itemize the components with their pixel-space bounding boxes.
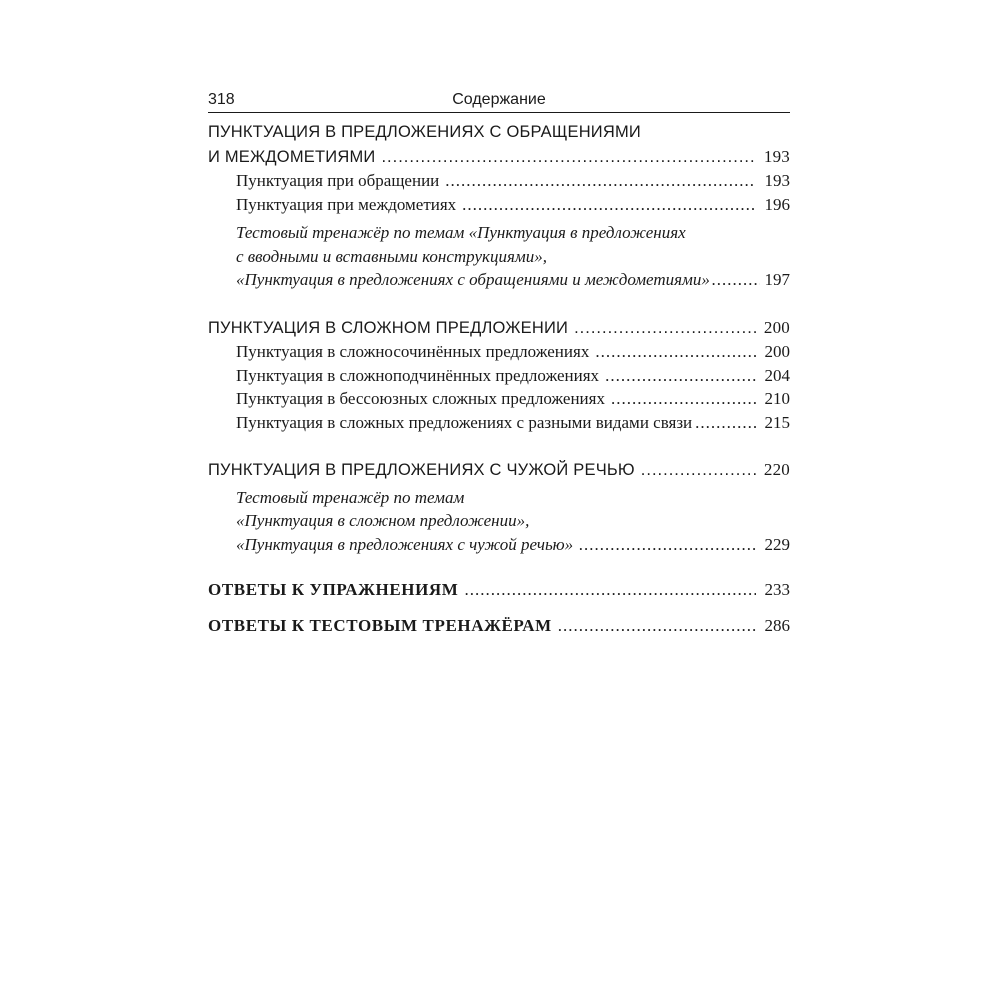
dot-leader	[595, 340, 756, 364]
toc-entry[interactable]	[208, 145, 790, 170]
toc-section-vocatives	[208, 121, 790, 292]
table-of-contents	[208, 121, 790, 637]
dot-leader	[445, 169, 756, 193]
entry-label: Пунктуация в сложных предложениях с разными видами связи	[236, 412, 693, 432]
book-page	[208, 88, 790, 637]
dot-leader	[579, 533, 756, 557]
section-title: ПУНКТУАЦИЯ В СЛОЖНОМ ПРЕДЛОЖЕНИИ	[208, 318, 569, 337]
dot-leader	[695, 411, 759, 435]
page-ref: 286	[764, 615, 790, 635]
dot-leader	[574, 317, 756, 341]
page-ref: 210	[764, 389, 790, 408]
dot-leader	[462, 193, 756, 217]
toc-entry-answers-tests[interactable]	[208, 614, 790, 638]
test-line	[208, 221, 790, 245]
test-line	[208, 268, 790, 292]
test-line1: Тестовый тренажёр по темам «Пунктуация в предложениях	[236, 223, 686, 242]
toc-entry[interactable]	[208, 411, 790, 435]
toc-section-reported-speech	[208, 458, 790, 556]
dot-leader	[381, 146, 756, 170]
page-ref: 193	[763, 146, 790, 166]
toc-entry-answers-exercises[interactable]	[208, 578, 790, 602]
test-line	[208, 245, 790, 269]
test-line3: «Пунктуация в предложениях с обращениями и междометиями»	[236, 270, 710, 289]
test-line	[208, 486, 790, 510]
section-title: ОТВЕТЫ К УПРАЖНЕНИЯМ	[208, 580, 459, 599]
dot-leader	[611, 387, 756, 411]
page-ref: 215	[764, 412, 790, 432]
page-ref: 200	[764, 342, 790, 361]
running-title: Содержание	[452, 91, 546, 108]
entry-label: Пунктуация в сложноподчинённых предложениях	[236, 365, 600, 385]
page-ref: 229	[764, 534, 790, 554]
toc-entry[interactable]	[208, 387, 790, 411]
toc-entry[interactable]	[208, 193, 790, 217]
toc-section-complex-sentence	[208, 316, 790, 435]
section-title: ПУНКТУАЦИЯ В ПРЕДЛОЖЕНИЯХ С ЧУЖОЙ РЕЧЬЮ	[208, 461, 635, 479]
test-line3: «Пунктуация в предложениях с чужой речью»	[236, 534, 574, 554]
section-title-line1: ПУНКТУАЦИЯ В ПРЕДЛОЖЕНИЯХ С ОБРАЩЕНИЯМИ	[208, 123, 641, 141]
page-ref: 193	[764, 171, 790, 190]
test-line2: «Пунктуация в сложном предложении»,	[236, 511, 530, 530]
page-ref: 233	[764, 580, 790, 599]
test-line1: Тестовый тренажёр по темам	[236, 487, 465, 507]
dot-leader	[712, 268, 760, 292]
entry-label: Пунктуация при междометиях	[236, 194, 457, 214]
dot-leader	[641, 459, 756, 483]
toc-entry[interactable]	[208, 316, 790, 341]
toc-entry[interactable]	[208, 364, 790, 388]
section-title-line2: И МЕЖДОМЕТИЯМИ	[208, 147, 376, 166]
dot-leader	[605, 364, 756, 388]
toc-entry[interactable]	[208, 169, 790, 193]
toc-test-entry[interactable]	[208, 486, 790, 557]
page-ref: 197	[764, 270, 790, 289]
page-ref: 196	[764, 194, 790, 214]
toc-test-entry[interactable]	[208, 221, 790, 292]
toc-entry[interactable]	[208, 458, 790, 483]
entry-label: Пунктуация в бессоюзных сложных предложениях	[236, 389, 605, 408]
toc-entry[interactable]	[208, 340, 790, 364]
test-line	[208, 533, 790, 557]
toc-section-title-line	[208, 121, 790, 145]
page-ref: 200	[763, 317, 790, 337]
page-header	[208, 88, 790, 113]
section-title: ОТВЕТЫ К ТЕСТОВЫМ ТРЕНАЖЁРАМ	[208, 615, 552, 635]
page-ref: 204	[764, 365, 790, 385]
entry-label: Пунктуация при обращении	[236, 171, 440, 190]
dot-leader	[558, 614, 756, 638]
test-line	[208, 509, 790, 533]
entry-label: Пунктуация в сложносочинённых предложениях	[236, 342, 590, 361]
page-ref: 220	[763, 460, 790, 479]
dot-leader	[464, 578, 756, 602]
test-line2: с вводными и вставными конструкциями»,	[236, 246, 547, 266]
page-number: 318	[208, 91, 235, 108]
